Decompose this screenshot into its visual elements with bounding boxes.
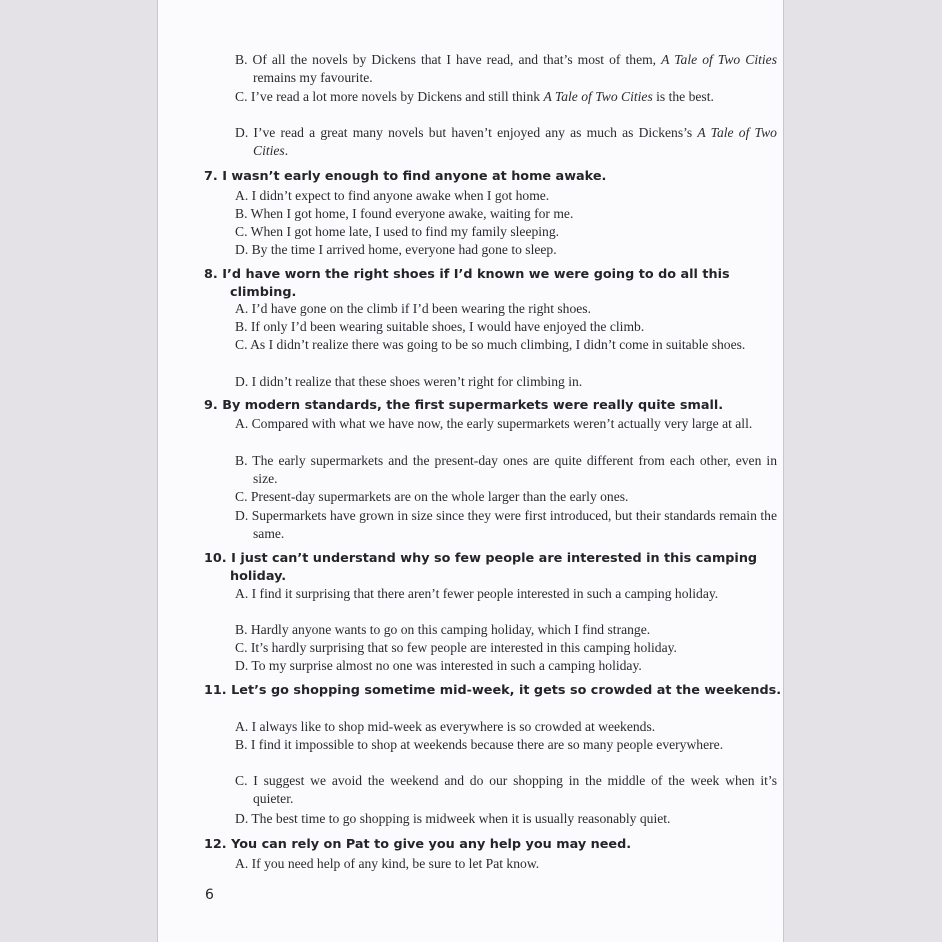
- q8-option-b: B. If only I’d been wearing suitable shoes, I would have enjoyed the climb.: [235, 319, 645, 334]
- q10-option-c: C. It’s hardly surprising that so few people are interested in this camping holiday.: [235, 640, 677, 655]
- q11-option-a: A. I always like to shop mid-week as everywhere is so crowded at weekends.: [235, 719, 656, 734]
- question-12: 12. You can rely on Pat to give you any help you may need.: [204, 837, 632, 852]
- q9-option-c: C. Present-day supermarkets are on the whole larger than the early ones.: [235, 489, 629, 504]
- page-number: 6: [205, 887, 214, 903]
- q6-option-b: B. Of all the novels by Dickens that I have read, and that’s most of them, A Tale of Two Cities remains my favourite.: [235, 52, 777, 85]
- q9-option-d: D. Supermarkets have grown in size since they were first introduced, but their standards remain the same.: [235, 508, 777, 541]
- book-page: [157, 0, 784, 942]
- q11-option-c: C. I suggest we avoid the weekend and do our shopping in the middle of the week when it’s quieter.: [235, 773, 777, 806]
- q7-option-c: C. When I got home late, I used to find my family sleeping.: [235, 224, 560, 239]
- q9-option-a: A. Compared with what we have now, the early supermarkets weren’t actually very large at all.: [235, 416, 753, 431]
- q8-option-d: D. I didn’t realize that these shoes weren’t right for climbing in.: [235, 374, 583, 389]
- q7-option-a: A. I didn’t expect to find anyone awake when I got home.: [235, 188, 550, 203]
- question-7: 7. I wasn’t early enough to find anyone at home awake.: [204, 169, 607, 184]
- q10-option-d: D. To my surprise almost no one was interested in such a camping holiday.: [235, 658, 642, 673]
- question-8: 8. I’d have worn the right shoes if I’d known we were going to do all this climbing.: [204, 267, 730, 300]
- q8-option-a: A. I’d have gone on the climb if I’d been wearing the right shoes.: [235, 301, 591, 316]
- q8-option-c: C. As I didn’t realize there was going to be so much climbing, I didn’t come in suitable shoes.: [235, 337, 746, 352]
- q9-option-b: B. The early supermarkets and the present-day ones are quite different from each other, even in size.: [235, 453, 777, 486]
- q7-option-d: D. By the time I arrived home, everyone had gone to sleep.: [235, 242, 557, 257]
- q11-option-d: D. The best time to go shopping is midweek when it is usually reasonably quiet.: [235, 811, 671, 826]
- q6-option-d: D. I’ve read a great many novels but haven’t enjoyed any as much as Dickens’s A Tale of Two Cities.: [235, 125, 777, 158]
- question-10: 10. I just can’t understand why so few people are interested in this camping holiday.: [204, 551, 758, 584]
- question-11: 11. Let’s go shopping sometime mid-week, it gets so crowded at the weekends.: [204, 683, 782, 698]
- q10-option-a: A. I find it surprising that there aren’t fewer people interested in such a camping holiday.: [235, 586, 719, 601]
- q10-option-b: B. Hardly anyone wants to go on this camping holiday, which I find strange.: [235, 622, 651, 637]
- question-9: 9. By modern standards, the first supermarkets were really quite small.: [204, 398, 724, 413]
- q6-option-c: C. I’ve read a lot more novels by Dickens and still think A Tale of Two Cities is the best.: [235, 89, 714, 104]
- q12-option-a: A. If you need help of any kind, be sure to let Pat know.: [235, 856, 540, 871]
- q7-option-b: B. When I got home, I found everyone awake, waiting for me.: [235, 206, 574, 221]
- q11-option-b: B. I find it impossible to shop at weekends because there are so many people everywhere.: [235, 737, 724, 752]
